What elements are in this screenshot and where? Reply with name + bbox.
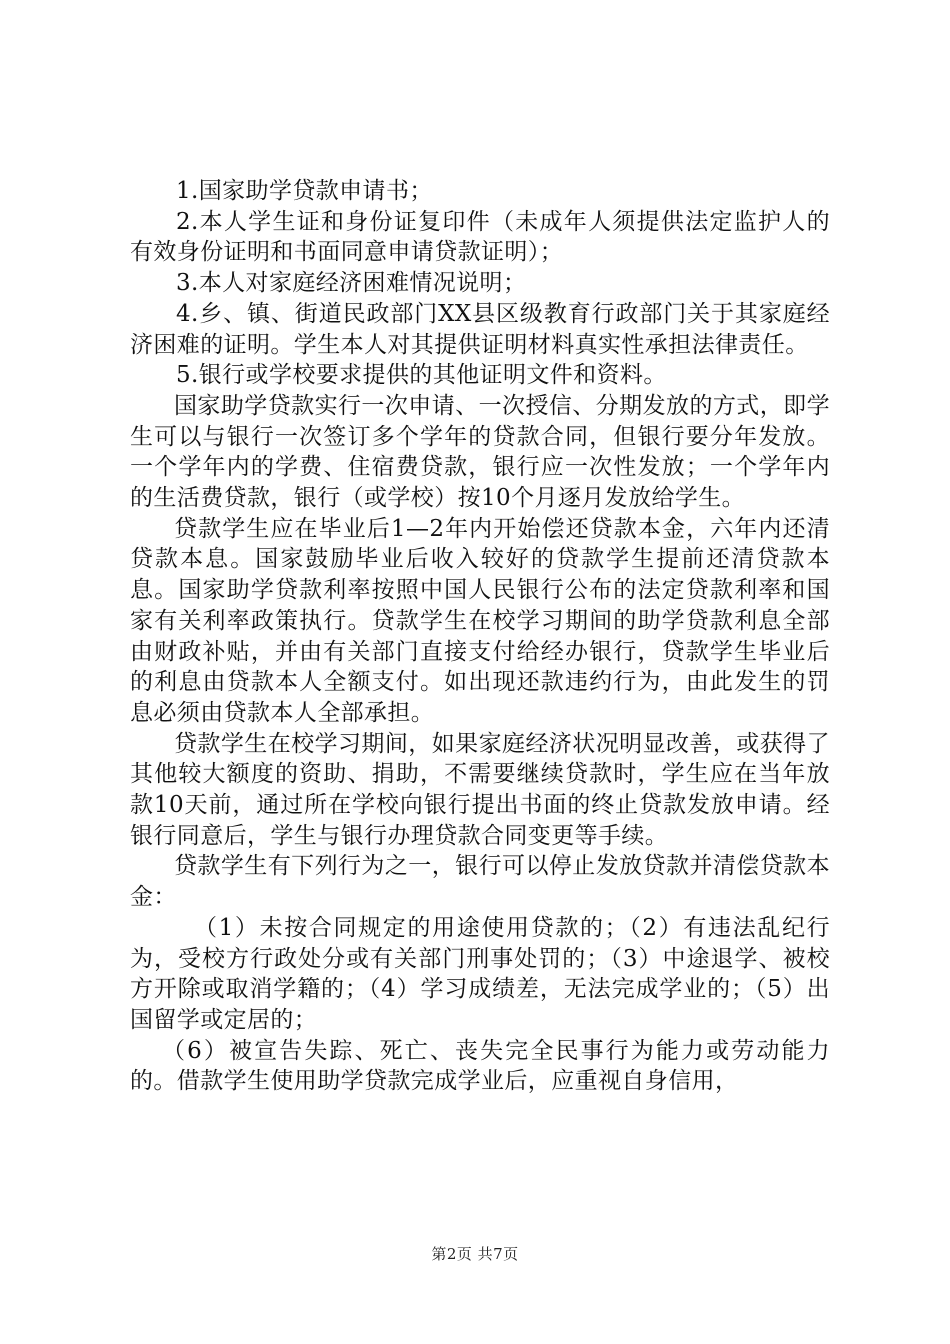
paragraph-violation-6: （6）被宣告失踪、死亡、丧失完全民事行为能力或劳动能力的。借款学生使用助学贷款完成学业后，应重视自身信用， xyxy=(130,1037,830,1095)
list-item-5: 5.银行或学校要求提供的其他证明文件和资料。 xyxy=(176,362,667,389)
list-item-3: 3.本人对家庭经济困难情况说明； xyxy=(176,270,527,297)
paragraph-repayment: 贷款学生应在毕业后1—2年内开始偿还贷款本金，六年内还清贷款本息。国家鼓励毕业后收入较好的贷款学生提前还清贷款本息。国家助学贷款利率按照中国人民银行公布的法定贷款利率和国家有关利率政策执行。贷款学生在校学习期间的助学贷款利息全部由财政补贴，并由有关部门直接支付给经办银行，贷款学生毕业后的利息由贷款本人全额支付。如出现还款违约行为，由此发生的罚息必须由贷款本人全部承担。 xyxy=(130,515,830,726)
list-item-2: 2.本人学生证和身份证复印件（未成年人须提供法定监护人的有效身份证明和书面同意申请贷款证明）； xyxy=(130,208,830,266)
paragraph-loan-disbursement: 国家助学贷款实行一次申请、一次授信、分期发放的方式，即学生可以与银行一次签订多个学年的贷款合同，但银行要分年发放。一个学年内的学费、住宿费贷款，银行应一次性发放；一个学年内的生活费贷款，银行（或学校）按10个月逐月发放给学生。 xyxy=(130,392,830,512)
document-body xyxy=(130,176,830,1097)
paragraph-violations-1-5: （1）未按合同规定的用途使用贷款的；（2）有违法乱纪行为，受校方行政处分或有关部门刑事处罚的；（3）中途退学、被校方开除或取消学籍的；（4）学习成绩差，无法完成学业的；（5）出国留学或定居的； xyxy=(130,914,830,1033)
paragraph-termination: 贷款学生在校学习期间，如果家庭经济状况明显改善，或获得了其他较大额度的资助、捐助，不需要继续贷款时，学生应在当年放款10天前，通过所在学校向银行提出书面的终止贷款发放申请。经银行同意后，学生与银行办理贷款合同变更等手续。 xyxy=(130,730,830,849)
page-footer: 第2页 共7页 xyxy=(431,1245,519,1263)
list-item-4: 4.乡、镇、街道民政部门XX县区级教育行政部门关于其家庭经济困难的证明。学生本人对其提供证明材料真实性承担法律责任。 xyxy=(130,300,830,358)
list-item-1: 1.国家助学贷款申请书； xyxy=(176,178,433,204)
paragraph-stop-conditions: 贷款学生有下列行为之一，银行可以停止发放贷款并清偿贷款本金： xyxy=(130,853,830,911)
